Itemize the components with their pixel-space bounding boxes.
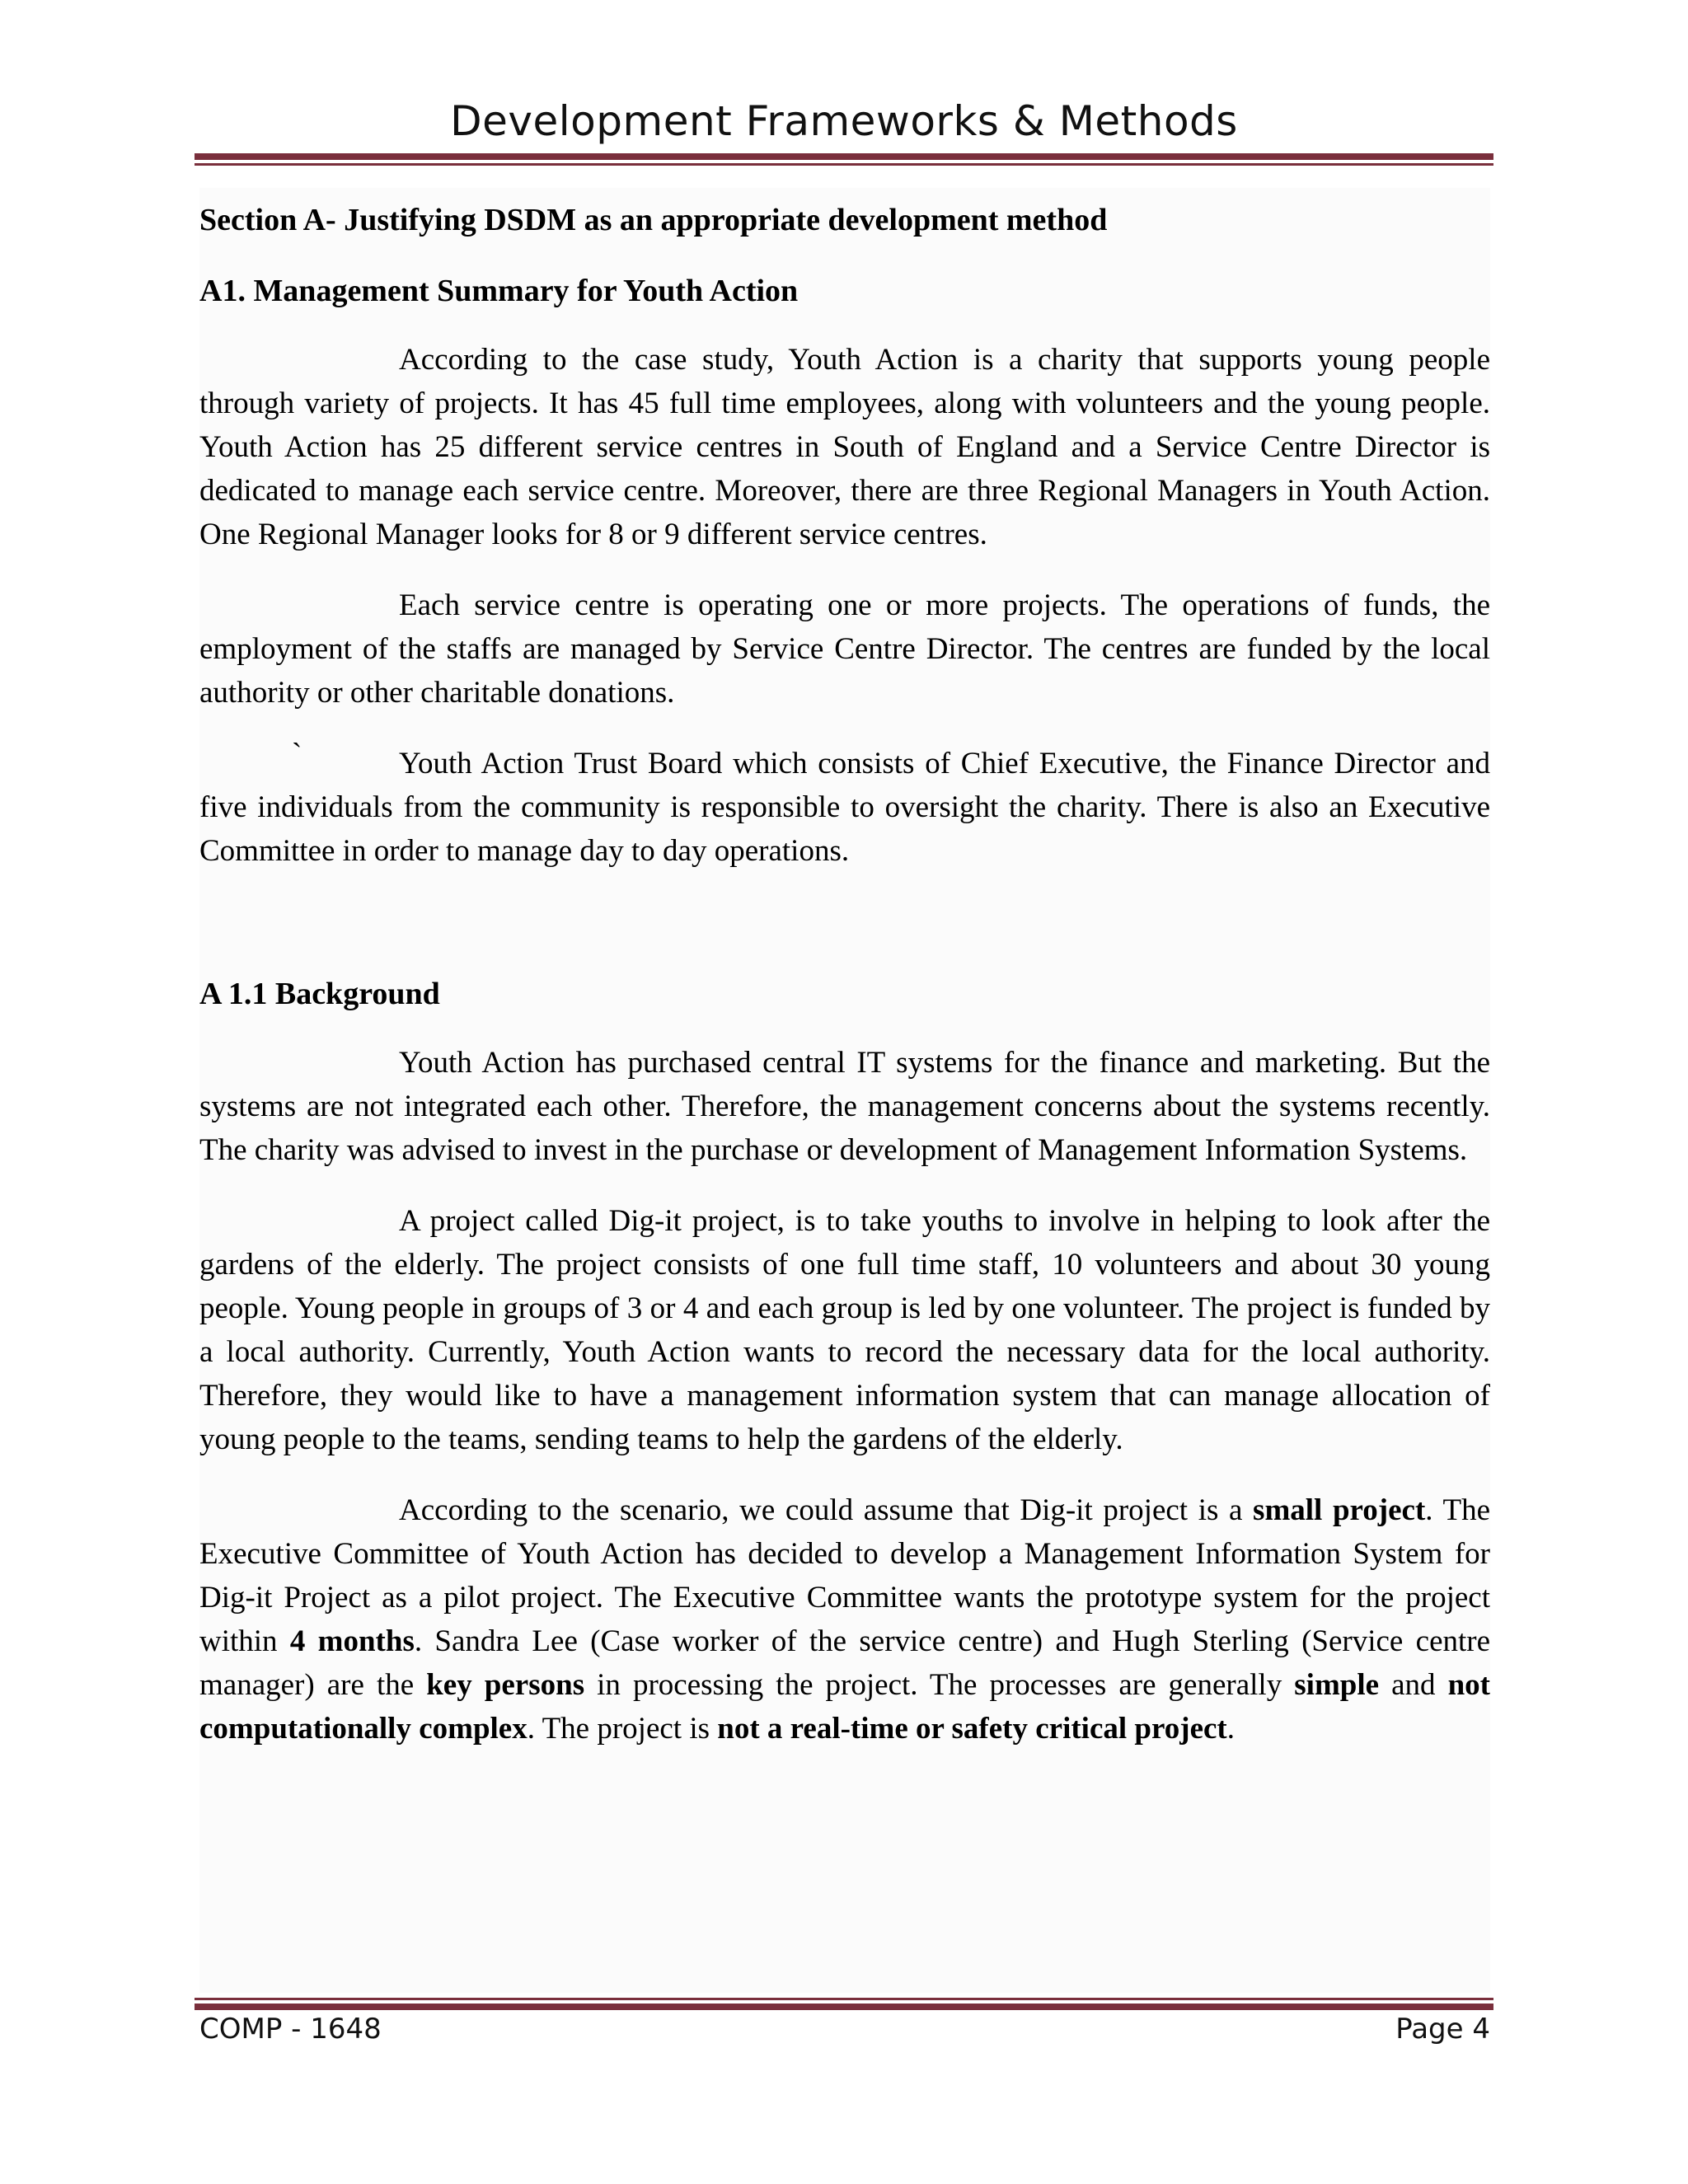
scenario-text-6: . The project is	[527, 1712, 718, 1746]
header-rule	[195, 153, 1493, 166]
scenario-bold-simple: simple	[1294, 1668, 1380, 1702]
scenario-text-7: .	[1226, 1712, 1235, 1746]
scenario-bold-key-persons: key persons	[426, 1668, 585, 1702]
document-body	[199, 198, 1490, 1750]
stray-backtick-mark: `	[292, 738, 302, 771]
footer-page-number: Page 4	[1395, 2013, 1490, 2046]
background-paragraph-2: A project called Dig-it project, is to take youths to involve in helping to look after the gardens of the elderly. The project consists of one full time staff, 10 volunteers and about 30 young people. Young people in groups of 3 or 4 and each group is led by one volunteer. The project is funded by a local authority. Currently, Youth Action wants to record the necessary data for the local authority. Therefore, they would like to have a management information system that can manage allocation of young people to the teams, sending teams to help the gardens of the elderly.	[199, 1204, 1490, 1456]
a1-heading: A1. Management Summary for Youth Action	[199, 274, 799, 308]
scenario-text-3: . Sandra Lee (Case worker of the service centre) and Hugh Sterling (Service centre manager) are the	[199, 1624, 1491, 1702]
scenario-paragraph	[199, 1488, 1490, 1750]
header-rule-thick	[195, 153, 1493, 160]
a1-paragraph-3: Youth Action Trust Board which consists of Chief Executive, the Finance Director and five individuals from the community is responsible to oversight the charity. There is also an Executive Committee in order to manage day to day operations.	[199, 747, 1490, 868]
scenario-text-5: and	[1379, 1668, 1448, 1702]
footer-course-code: COMP - 1648	[199, 2013, 382, 2046]
footer-rule	[195, 1998, 1493, 2010]
footer-rule-thick	[195, 2004, 1493, 2010]
running-header-title: Development Frameworks & Methods	[450, 97, 1238, 145]
footer-rule-thin	[195, 1998, 1493, 2000]
scenario-bold-small-project: small project	[1253, 1493, 1426, 1527]
background-heading: A 1.1 Background	[199, 977, 440, 1011]
header-rule-thin	[195, 163, 1493, 166]
scenario-bold-not-real-time: not a real-time or safety critical project	[717, 1712, 1227, 1746]
a1-paragraph-1: According to the case study, Youth Action is a charity that supports young people through variety of projects. It has 45 full time employees, along with volunteers and the young people. Youth Action has 25 different service centres in South of England and a Service Centre Director is dedicated to manage each service centre. Moreover, there are three Regional Managers in Youth Action. One Regional Manager looks for 8 or 9 different service centres.	[199, 343, 1490, 551]
a1-paragraph-3-wrapper	[199, 738, 1490, 873]
section-heading: Section A- Justifying DSDM as an appropriate development method	[199, 203, 1108, 237]
background-paragraph-1: Youth Action has purchased central IT systems for the finance and marketing. But the systems are not integrated each other. Therefore, the management concerns about the systems recently. The charity was advised to invest in the purchase or development of Management Information Systems.	[199, 1046, 1490, 1167]
scenario-text-2: . The Executive Committee of Youth Action has decided to develop a Management Information System for Dig-it Project as a pilot project. The Executive Committee wants the prototype system for the project within	[199, 1493, 1490, 1658]
a1-paragraph-2: Each service centre is operating one or more projects. The operations of funds, the employment of the staffs are managed by Service Centre Director. The centres are funded by the local authority or other charitable donations.	[199, 588, 1490, 710]
scenario-bold-4-months: 4 months	[289, 1624, 415, 1658]
scenario-text-1: According to the scenario, we could assume that Dig-it project is a	[399, 1493, 1254, 1527]
scenario-bold-not-complex: not computationally complex	[199, 1668, 1490, 1746]
scenario-text-4: in processing the project. The processes are generally	[584, 1668, 1295, 1702]
